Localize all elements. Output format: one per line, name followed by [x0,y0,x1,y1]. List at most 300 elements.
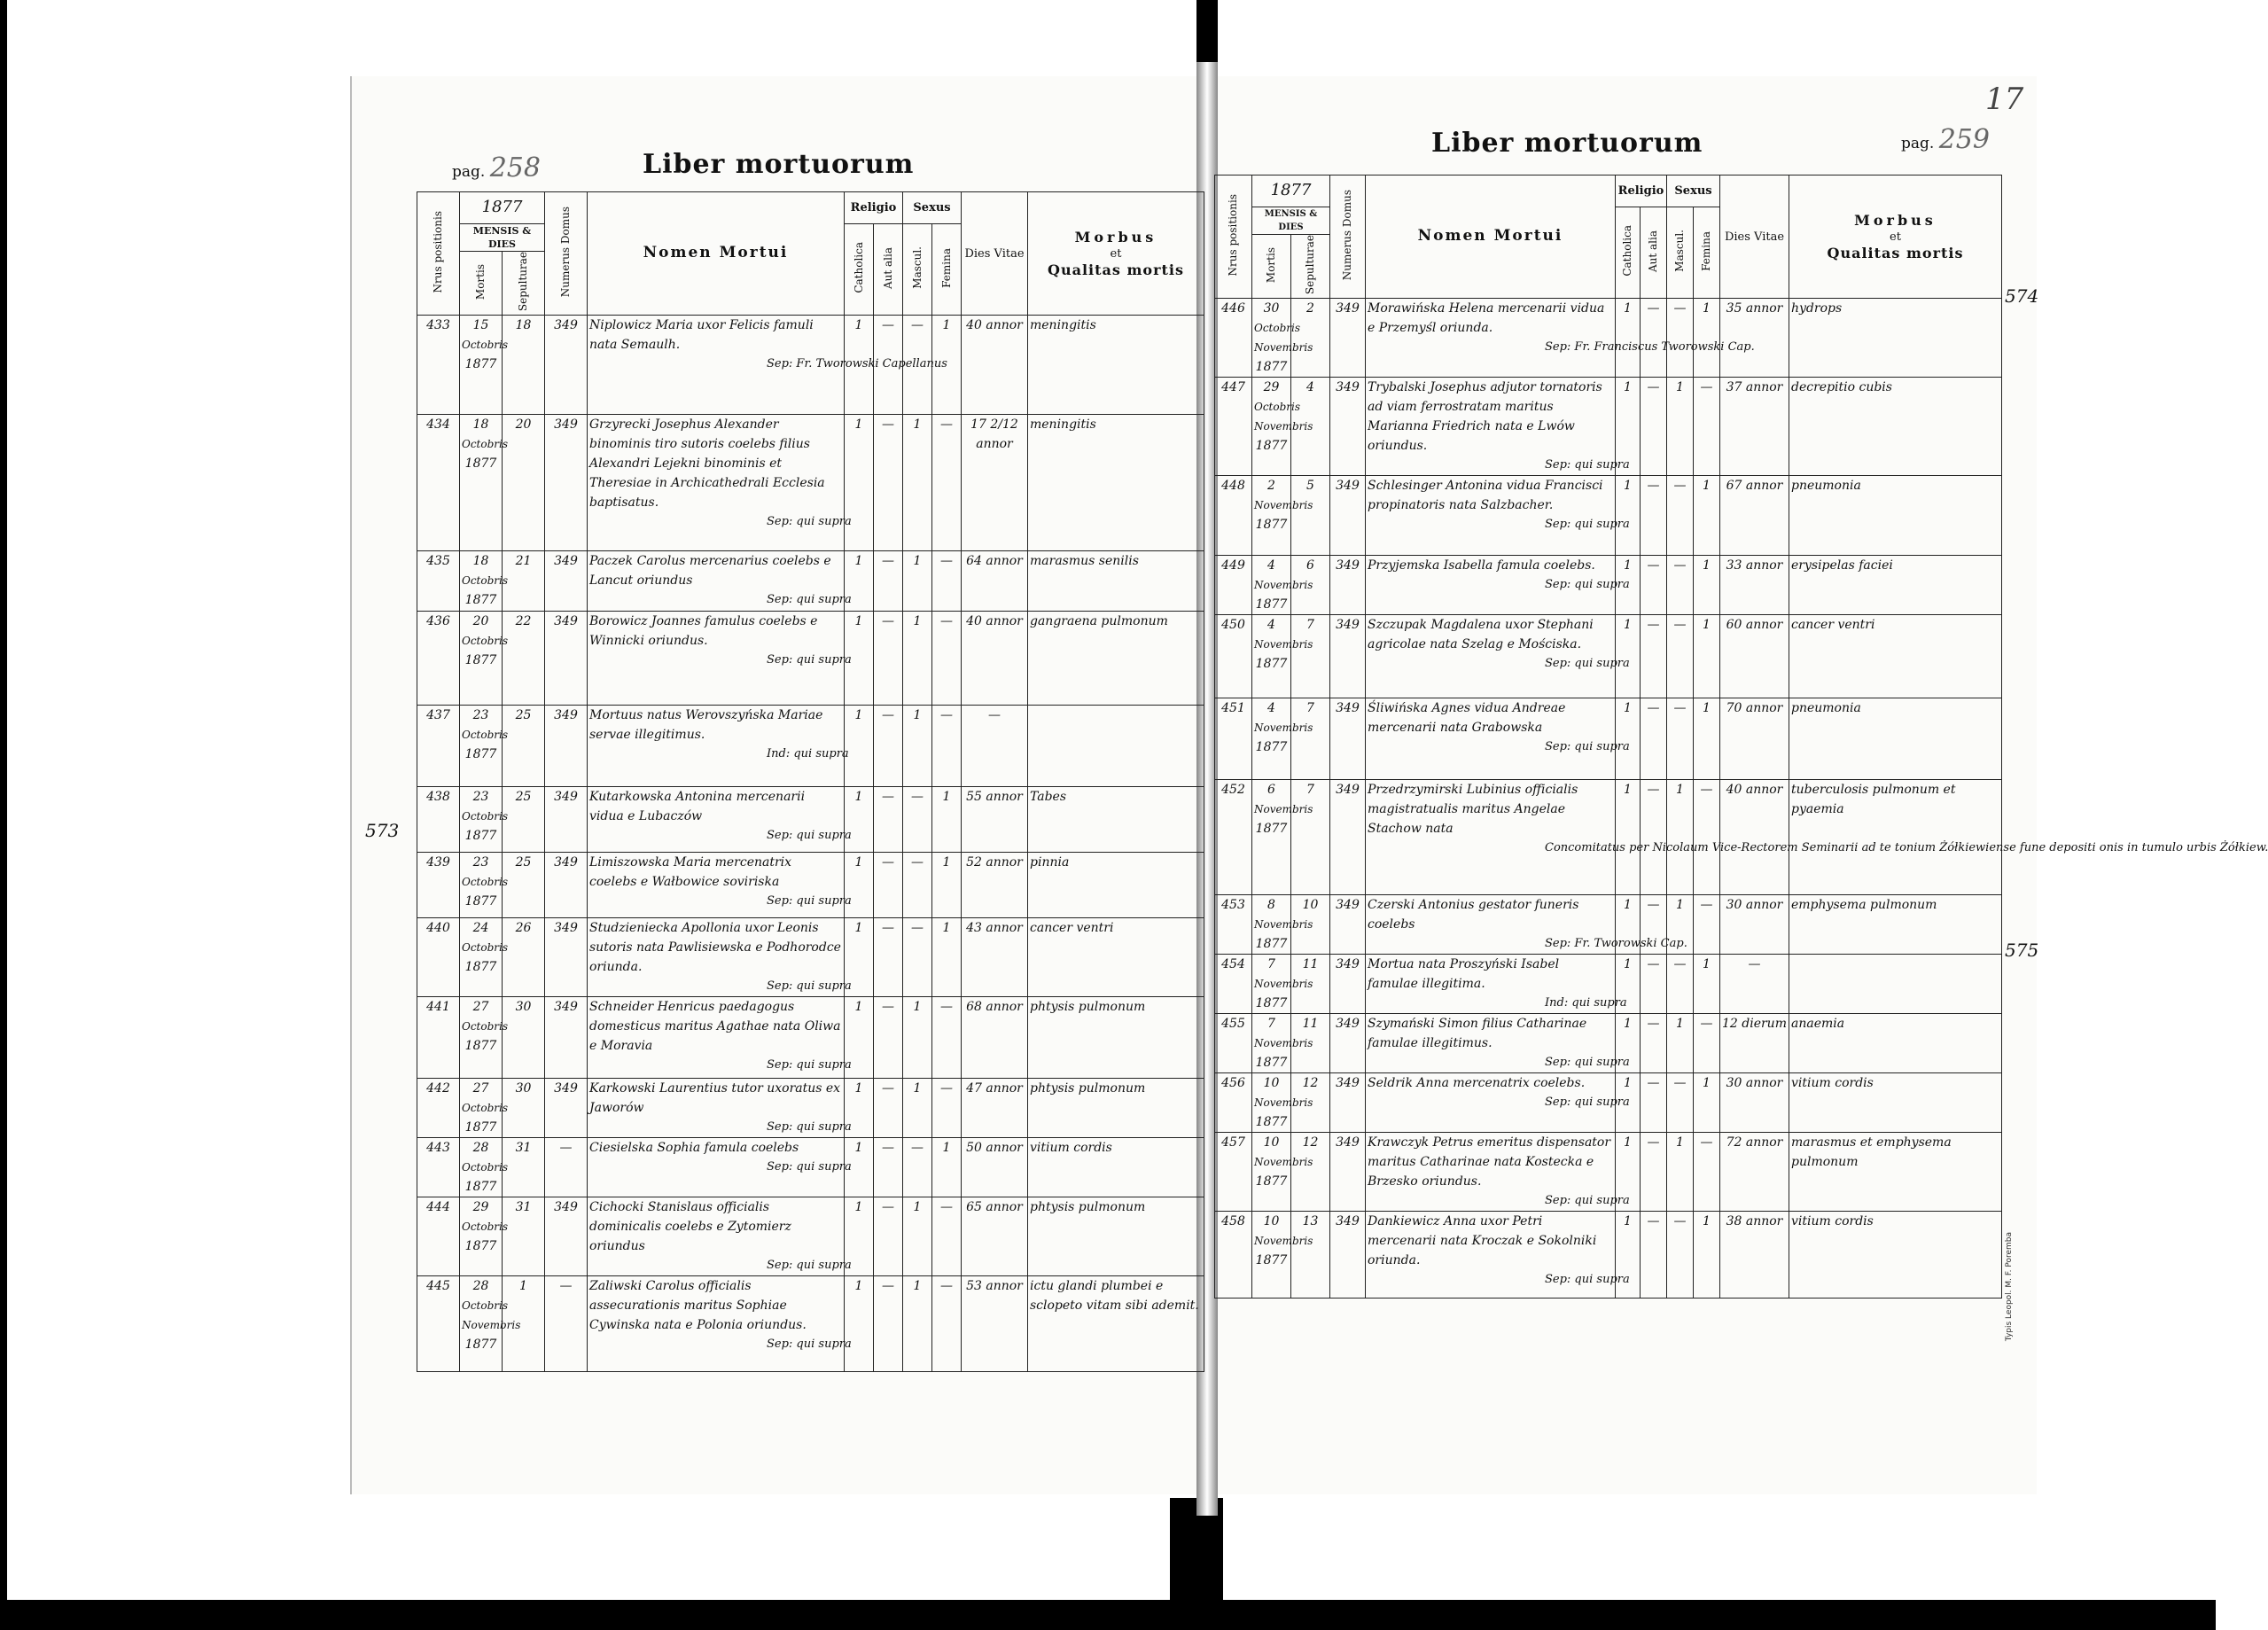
cell-day-sepulturae: 25 [503,853,545,918]
table-row [1215,556,2002,615]
cell-dies-vitae: — [962,706,1028,787]
gutter-shadow-top [1196,0,1218,64]
cell-nr: 447 [1215,378,1252,476]
cell-month: Novembris [1254,918,1313,932]
cell-nr: 440 [417,918,460,997]
cell-month: Octobris Novembris [1254,322,1313,355]
cell-nr: 453 [1215,895,1252,955]
cell-nr: 456 [1215,1073,1252,1133]
table-row [417,316,1204,415]
cell-nomen: Schlesinger Antonina vidua Francisci propinatoris nata Salzbacher. Sep: qui supra [1366,476,1616,556]
right-pag [1901,124,1990,155]
cell-mascul: — [1667,299,1694,378]
cell-nr: 441 [417,997,460,1079]
cell-nomen: Limiszowska Maria mercenatrix coelebs e Wałbowice soviriska Sep: qui supra [588,853,845,918]
cell-domus: 349 [545,551,588,612]
col-dies-vitae: Dies Vitae [962,192,1028,316]
cell-catholica: 1 [845,551,874,612]
cell-nomen: Paczek Carolus mercenarius coelebs e Lancut oriundus Sep: qui supra [588,551,845,612]
cell-sepultus-note: Sep: qui supra [767,1120,852,1135]
cell-aut-alia: — [1641,299,1667,378]
cell-catholica: 1 [845,1197,874,1276]
cell-nomen: Czerski Antonius gestator funeris coelebs Sep: Fr. Tworowski Cap. [1366,895,1616,955]
cell-nr: 444 [417,1197,460,1276]
cell-month: Novembris [1254,978,1313,991]
cell-catholica: 1 [1616,556,1641,615]
cell-sepultus-note: Sep: qui supra [1545,458,1630,472]
left-register-table [417,191,1204,1372]
cell-femina: 1 [932,918,962,997]
cell-mascul: — [1667,615,1694,698]
left-pag [452,152,541,183]
cell-aut-alia: — [874,918,903,997]
cell-mascul: — [1667,476,1694,556]
cell-femina: 1 [1694,955,1720,1014]
cell-sepultus-note: Ind: qui supra [1545,996,1627,1010]
cell-morbus: pneumonia [1789,698,2002,780]
cell-nr: 439 [417,853,460,918]
cell-femina: 1 [1694,476,1720,556]
cell-femina: 1 [1694,556,1720,615]
cell-sepultus-note: Sep: qui supra [1545,578,1630,592]
cell-nomen: Śliwińska Agnes vidua Andreae mercenarii nata Grabowska Sep: qui supra [1366,698,1616,780]
cell-aut-alia: — [874,316,903,415]
cell-month: Octobris [462,1221,509,1234]
cell-catholica: 1 [845,1276,874,1372]
cell-femina: — [1694,1133,1720,1212]
right-title: Liber mortuorum [1431,128,1703,159]
cell-month: Octobris [462,876,509,889]
cell-catholica: 1 [845,853,874,918]
cell-day-mortis: 23 Octobris 1877 [460,853,503,918]
cell-sepultus-note: Sep: qui supra [1545,1056,1630,1070]
margin-note-575: 575 [2005,940,2039,961]
col-catholica: Catholica [845,224,874,316]
cell-morbus: erysipelas faciei [1789,556,2002,615]
cell-nomen: Ciesielska Sophia famula coelebs Sep: qui supra [588,1138,845,1197]
table-row [417,918,1204,997]
cell-domus: — [545,1138,588,1197]
col-domus: Numerus Domus [545,192,588,316]
col-sexus: Sexus [903,192,962,224]
cell-day-sepulturae: 30 [503,997,545,1079]
cell-day-sepulturae: 7 [1291,780,1330,895]
cell-catholica: 1 [845,415,874,551]
margin-note-574: 574 [2005,285,2039,307]
cell-aut-alia: — [1641,1212,1667,1299]
cell-nr: 438 [417,787,460,853]
cell-morbus: pneumonia [1789,476,2002,556]
cell-femina: — [932,1276,962,1372]
col-catholica-right: Catholica [1616,207,1641,299]
cell-day-sepulturae: 25 [503,787,545,853]
cell-mascul: — [1667,556,1694,615]
table-row [1215,1133,2002,1212]
cell-nr: 436 [417,612,460,706]
cell-nomen: Studzieniecka Apollonia uxor Leonis sutoris nata Pawlisiewska e Podhorodce oriunda. Sep: qui supra [588,918,845,997]
cell-day-sepulturae: 11 [1291,1014,1330,1073]
cell-aut-alia: — [1641,1073,1667,1133]
cell-day-mortis: 10 Novembris 1877 [1252,1073,1291,1133]
cell-day-mortis: 23 Octobris 1877 [460,787,503,853]
col-mortis: Mortis [460,252,503,316]
cell-year: 1877 [464,1120,497,1135]
cell-dies-vitae: 40 annor [962,612,1028,706]
cell-year: 1877 [1255,439,1288,454]
cell-month: Novembris [1254,579,1313,592]
cell-nomen: Grzyrecki Josephus Alexander binominis tiro sutoris coelebs filius Alexandri Lejekni binominis et Theresiae in Archicathedrali Ecclesia baptisatus. Sep: qui supra [588,415,845,551]
cell-nomen: Cichocki Stanislaus officialis dominicalis coelebs e Zytomierz oriundus Sep: qui supra [588,1197,845,1276]
cell-sepultus-note: Sep: qui supra [767,829,852,843]
cell-nomen: Karkowski Laurentius tutor uxoratus ex Jaworów Sep: qui supra [588,1079,845,1138]
cell-year: 1877 [1255,822,1288,837]
cell-sepultus-note: Sep: Fr. Franciscus Tworowski Cap. [1545,340,1755,355]
cell-nomen: Szczupak Magdalena uxor Stephani agricolae nata Szelag e Mościska. Sep: qui supra [1366,615,1616,698]
table-row [417,853,1204,918]
table-row [1215,895,2002,955]
cell-year: 1877 [464,747,497,762]
cell-year: 1877 [464,456,497,472]
cell-dies-vitae: — [1720,955,1789,1014]
cell-aut-alia: — [874,1197,903,1276]
cell-nomen: Mortua nata Proszyński Isabel famulae illegitima. Ind: qui supra [1366,955,1616,1014]
cell-catholica: 1 [1616,1073,1641,1133]
cell-day-mortis: 4 Novembris 1877 [1252,698,1291,780]
cell-aut-alia: — [1641,1133,1667,1212]
cell-aut-alia: — [874,787,903,853]
cell-day-mortis: 29 Octobris Novembris 1877 [1252,378,1291,476]
cell-morbus: pinnia [1028,853,1204,918]
cell-month: Octobris Novembris [462,1299,521,1332]
cell-mascul: — [903,1138,932,1197]
table-row [1215,698,2002,780]
cell-aut-alia: — [874,1276,903,1372]
scan-border-bottom [0,1600,2216,1630]
cell-morbus: phtysis pulmonum [1028,997,1204,1079]
cell-year: 1877 [1255,740,1288,755]
cell-day-mortis: 30 Octobris Novembris 1877 [1252,299,1291,378]
col-sepulturae-right: Sepulturae [1291,235,1330,299]
cell-nr: 443 [417,1138,460,1197]
cell-nomen: Dankiewicz Anna uxor Petri mercenarii nata Kroczak e Sokolniki oriunda. Sep: qui supra [1366,1212,1616,1299]
cell-catholica: 1 [845,787,874,853]
cell-nr: 452 [1215,780,1252,895]
cell-morbus: meningitis [1028,316,1204,415]
cell-dies-vitae: 67 annor [1720,476,1789,556]
pag-label-right: pag. [1901,135,1935,152]
cell-domus: 349 [545,853,588,918]
cell-nr: 433 [417,316,460,415]
col-year: 1877 [460,192,545,224]
cell-mascul: — [1667,1212,1694,1299]
cell-year: 1877 [1255,996,1288,1011]
cell-mascul: 1 [903,1197,932,1276]
cell-nomen: Szymański Simon filius Catharinae famulae illegitimus. Sep: qui supra [1366,1014,1616,1073]
cell-nr: 455 [1215,1014,1252,1073]
cell-mascul: 1 [903,1079,932,1138]
table-row [417,612,1204,706]
table-row [1215,476,2002,556]
pag-label: pag. [452,163,486,181]
cell-sepultus-note: Sep: qui supra [767,653,852,667]
cell-day-mortis: 18 Octobris 1877 [460,415,503,551]
cell-nr: 448 [1215,476,1252,556]
cell-catholica: 1 [845,706,874,787]
cell-nomen: Schneider Henricus paedagogus domesticus maritus Agathae nata Oliwa e Moravia Sep: qui supra [588,997,845,1079]
col-religio: Religio [845,192,903,224]
cell-dies-vitae: 30 annor [1720,1073,1789,1133]
cell-catholica: 1 [845,612,874,706]
left-title: Liber mortuorum [643,149,915,180]
cell-catholica: 1 [1616,895,1641,955]
cell-domus: 349 [1330,780,1366,895]
cell-mascul: 1 [903,551,932,612]
cell-dies-vitae: 43 annor [962,918,1028,997]
cell-month: Octobris [462,574,509,588]
cell-aut-alia: — [874,612,903,706]
cell-year: 1877 [1255,518,1288,533]
cell-year: 1877 [1255,1056,1288,1071]
cell-morbus: marasmus senilis [1028,551,1204,612]
cell-day-mortis: 7 Novembris 1877 [1252,955,1291,1014]
page-number-left: 258 [489,152,541,183]
cell-month: Novembris [1254,1235,1313,1248]
table-row [417,415,1204,551]
cell-month: Octobris [462,729,509,742]
cell-femina: — [932,997,962,1079]
cell-day-mortis: 10 Novembris 1877 [1252,1133,1291,1212]
cell-catholica: 1 [1616,299,1641,378]
cell-day-sepulturae: 12 [1291,1073,1330,1133]
cell-domus: 349 [1330,1014,1366,1073]
cell-sepultus-note: Sep: qui supra [767,593,852,607]
col-domus-right: Numerus Domus [1330,175,1366,299]
cell-nomen: Kutarkowska Antonina mercenarii vidua e Lubaczów Sep: qui supra [588,787,845,853]
cell-nomen: Przedrzymirski Lubinius officialis magistratualis maritus Angelae Stachow nata Concomitatus per Nicolaum Vice-Rectorem Seminarii ad te tonium Żółkiewiense fune depositi onis in tumulo urbis Żółkiew. [1366,780,1616,895]
col-religio-right: Religio [1616,175,1667,207]
cell-morbus: emphysema pulmonum [1789,895,2002,955]
cell-domus: — [545,1276,588,1372]
cell-day-sepulturae: 22 [503,612,545,706]
cell-month: Octobris [462,438,509,451]
cell-mascul: 1 [903,415,932,551]
cell-domus: 349 [1330,1073,1366,1133]
cell-nr: 458 [1215,1212,1252,1299]
cell-catholica: 1 [1616,615,1641,698]
cell-dies-vitae: 64 annor [962,551,1028,612]
cell-day-sepulturae: 11 [1291,955,1330,1014]
col-mortis-right: Mortis [1252,235,1291,299]
cell-nr: 450 [1215,615,1252,698]
cell-sepultus-note: Sep: qui supra [767,979,852,994]
cell-nomen: Zaliwski Carolus officialis assecurationis maritus Sophiae Cywinska nata e Polonia oriundus. Sep: qui supra [588,1276,845,1372]
cell-nomen: Borowicz Joannes famulus coelebs e Winnicki oriundus. Sep: qui supra [588,612,845,706]
cell-sepultus-note: Concomitatus per Nicolaum Vice-Rectorem Seminarii ad te tonium Żółkiewiense fune depositi onis in tumulo urbis Żółkiew. [1545,841,2268,855]
cell-month: Novembris [1254,1096,1313,1110]
table-row [417,1276,1204,1372]
cell-day-mortis: 18 Octobris 1877 [460,551,503,612]
cell-month: Novembris [1254,721,1313,735]
cell-day-mortis: 15 Octobris 1877 [460,316,503,415]
cell-month: Octobris [462,941,509,955]
cell-morbus: marasmus et emphysema pulmonum [1789,1133,2002,1212]
cell-day-mortis: 4 Novembris 1877 [1252,615,1291,698]
cell-mascul: 1 [1667,895,1694,955]
cell-year: 1877 [464,1239,497,1254]
cell-mascul: 1 [903,612,932,706]
cell-domus: 349 [1330,698,1366,780]
cell-mascul: — [903,787,932,853]
cell-sepultus-note: Sep: qui supra [767,1160,852,1174]
col-aut-alia: Aut alia [874,224,903,316]
table-row [417,1079,1204,1138]
cell-mascul: 1 [903,1276,932,1372]
col-morbus: Morbus et Qualitas mortis [1028,192,1204,316]
cell-month: Octobris [462,635,509,648]
cell-femina: — [932,551,962,612]
cell-domus: 349 [1330,1212,1366,1299]
cell-day-sepulturae: 12 [1291,1133,1330,1212]
cell-month: Novembris [1254,499,1313,512]
cell-dies-vitae: 68 annor [962,997,1028,1079]
cell-mascul: — [903,918,932,997]
col-mascul-right: Mascul. [1667,207,1694,299]
cell-femina: — [1694,780,1720,895]
cell-dies-vitae: 47 annor [962,1079,1028,1138]
col-year-right: 1877 [1252,175,1330,207]
col-morbus-right: Morbus et Qualitas mortis [1789,175,2002,299]
cell-month: Novembris [1254,1156,1313,1169]
cell-mascul: — [1667,1073,1694,1133]
cell-day-mortis: 10 Novembris 1877 [1252,1212,1291,1299]
cell-dies-vitae: 30 annor [1720,895,1789,955]
cell-catholica: 1 [845,1138,874,1197]
col-nrus-right: Nrus positionis [1215,175,1252,299]
cell-day-mortis: 20 Octobris 1877 [460,612,503,706]
cell-femina: — [932,1079,962,1138]
cell-nr: 435 [417,551,460,612]
cell-mascul: 1 [903,706,932,787]
cell-femina: 1 [932,787,962,853]
cell-day-sepulturae: 31 [503,1197,545,1276]
cell-mascul: 1 [903,997,932,1079]
cell-dies-vitae: 60 annor [1720,615,1789,698]
cell-day-mortis: 24 Octobris 1877 [460,918,503,997]
cell-nr: 437 [417,706,460,787]
cell-femina: 1 [932,316,962,415]
cell-year: 1877 [1255,1174,1288,1189]
cell-domus: 349 [545,918,588,997]
cell-morbus: phtysis pulmonum [1028,1197,1204,1276]
cell-aut-alia: — [874,415,903,551]
cell-day-mortis: 7 Novembris 1877 [1252,1014,1291,1073]
cell-nomen: Seldrik Anna mercenatrix coelebs. Sep: qui supra [1366,1073,1616,1133]
table-row [417,1197,1204,1276]
cell-year: 1877 [464,1039,497,1054]
cell-morbus: vitium cordis [1789,1073,2002,1133]
cell-femina: — [1694,378,1720,476]
cell-day-mortis: 23 Octobris 1877 [460,706,503,787]
cell-sepultus-note: Ind: qui supra [767,747,849,761]
cell-femina: 1 [1694,299,1720,378]
cell-sepultus-note: Sep: qui supra [767,515,852,529]
cell-femina: 1 [932,1138,962,1197]
cell-sepultus-note: Sep: qui supra [1545,1194,1630,1208]
cell-morbus: meningitis [1028,415,1204,551]
cell-month: Octobris [462,810,509,823]
cell-nr: 451 [1215,698,1252,780]
cell-domus: 349 [1330,476,1366,556]
cell-day-mortis: 6 Novembris 1877 [1252,780,1291,895]
cell-nomen: Trybalski Josephus adjutor tornatoris ad viam ferrostratam maritus Marianna Friedrich nata e Lwów oriundus. Sep: qui supra [1366,378,1616,476]
cell-day-sepulturae: 6 [1291,556,1330,615]
cell-mascul: — [903,853,932,918]
table-row [417,787,1204,853]
cell-mascul: 1 [1667,1014,1694,1073]
cell-dies-vitae: 65 annor [962,1197,1028,1276]
cell-year: 1877 [1255,1115,1288,1130]
cell-sepultus-note: Sep: qui supra [767,1259,852,1273]
cell-morbus: ictu glandi plumbei e sclopeto vitam sibi ademit. [1028,1276,1204,1372]
table-row [1215,780,2002,895]
table-row [417,997,1204,1079]
cell-day-sepulturae: 7 [1291,698,1330,780]
cell-domus: 349 [1330,895,1366,955]
typographer-imprint: Typis Leopol. M. F. Poremba [2005,1232,2014,1342]
cell-day-sepulturae: 2 [1291,299,1330,378]
cell-aut-alia: — [1641,615,1667,698]
col-mensis-right: MENSIS & DIES [1252,207,1330,235]
cell-dies-vitae: 40 annor [962,316,1028,415]
cell-femina: 1 [1694,1073,1720,1133]
cell-day-sepulturae: 25 [503,706,545,787]
cell-catholica: 1 [1616,698,1641,780]
cell-sepultus-note: Sep: qui supra [1545,518,1630,532]
cell-aut-alia: — [874,1138,903,1197]
cell-nr: 442 [417,1079,460,1138]
cell-aut-alia: — [1641,556,1667,615]
cell-year: 1877 [464,593,497,608]
margin-note-573: 573 [365,820,400,841]
cell-year: 1877 [464,894,497,909]
cell-domus: 349 [1330,615,1366,698]
cell-aut-alia: — [874,997,903,1079]
cell-nr: 445 [417,1276,460,1372]
cell-month: Octobris [462,1161,509,1174]
page-number-right: 259 [1938,124,1990,155]
cell-morbus [1028,706,1204,787]
cell-sepultus-note: Sep: qui supra [767,894,852,909]
cell-aut-alia: — [1641,955,1667,1014]
cell-year: 1877 [464,829,497,844]
cell-day-mortis: 4 Novembris 1877 [1252,556,1291,615]
table-row [417,1138,1204,1197]
cell-mascul: 1 [1667,378,1694,476]
cell-dies-vitae: 37 annor [1720,378,1789,476]
cell-domus: 349 [545,415,588,551]
cell-year: 1877 [1255,657,1288,672]
cell-month: Novembris [1254,638,1313,651]
cell-nr: 454 [1215,955,1252,1014]
cell-domus: 349 [1330,955,1366,1014]
cell-day-sepulturae: 10 [1291,895,1330,955]
cell-aut-alia: — [1641,780,1667,895]
cell-day-sepulturae: 20 [503,415,545,551]
cell-aut-alia: — [874,853,903,918]
cell-day-mortis: 27 Octobris 1877 [460,997,503,1079]
cell-mascul: 1 [1667,1133,1694,1212]
cell-domus: 349 [1330,1133,1366,1212]
